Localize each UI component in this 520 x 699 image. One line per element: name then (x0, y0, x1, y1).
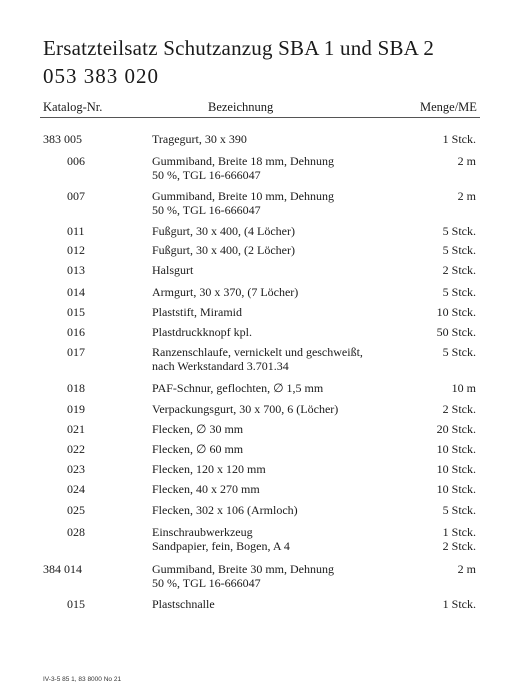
catalog-number: 023 (67, 462, 85, 476)
description-line: Flecken, 120 x 120 mm (152, 462, 266, 476)
catalog-number: 015 (67, 305, 85, 319)
item-quantity (437, 442, 476, 456)
item-quantity (437, 482, 476, 496)
quantity-line: 2 Stck. (442, 539, 476, 553)
description-line: 50 %, TGL 16-666047 (152, 203, 261, 217)
description-line: 50 %, TGL 16-666047 (152, 168, 261, 182)
item-quantity (443, 345, 476, 359)
print-note: IV-3-5 85 1, 83 8000 No 21 (43, 676, 122, 683)
catalog-number: 024 (67, 482, 85, 496)
catalog-number: 017 (67, 345, 85, 359)
item-description (152, 422, 417, 436)
item-quantity (443, 285, 476, 299)
item-quantity (458, 562, 476, 576)
quantity-line: 10 m (451, 381, 476, 395)
item-description (152, 285, 417, 299)
description-line: Armgurt, 30 x 370, (7 Löcher) (152, 285, 299, 299)
quantity-line: 5 Stck. (442, 503, 476, 517)
quantity-line: 2 m (457, 154, 476, 168)
quantity-line: 1 Stck. (442, 525, 476, 539)
item-description (152, 562, 417, 590)
description-line: Flecken, 40 x 270 mm (152, 482, 260, 496)
description-line: Verpackungsgurt, 30 x 700, 6 (Löcher) (152, 402, 339, 416)
quantity-line: 5 Stck. (442, 224, 476, 238)
item-description (152, 224, 417, 238)
item-description (152, 462, 417, 476)
quantity-line: 2 Stck. (442, 263, 476, 277)
item-description (152, 597, 417, 611)
catalog-number: 013 (67, 263, 85, 277)
catalog-number: 006 (67, 154, 85, 168)
item-quantity (437, 305, 476, 319)
description-line: Flecken, ∅ 60 mm (152, 442, 244, 456)
quantity-line: 5 Stck. (442, 285, 476, 299)
quantity-line: 20 Stck. (436, 422, 476, 436)
catalog-number: 015 (67, 597, 85, 611)
catalog-number: 012 (67, 243, 85, 257)
item-quantity (443, 597, 476, 611)
column-header-description: Bezeichnung (208, 100, 274, 114)
description-line: Gummiband, Breite 10 mm, Dehnung (152, 189, 334, 203)
document-number: 053 383 020 (43, 64, 159, 88)
quantity-line: 10 Stck. (436, 462, 476, 476)
item-quantity (437, 325, 476, 339)
quantity-line: 5 Stck. (442, 345, 476, 359)
item-quantity (443, 243, 476, 257)
item-description (152, 345, 417, 373)
item-description (152, 525, 417, 553)
description-line: Halsgurt (152, 263, 194, 277)
quantity-line: 1 Stck. (442, 132, 476, 146)
description-line: Fußgurt, 30 x 400, (2 Löcher) (152, 243, 295, 257)
description-line: Flecken, ∅ 30 mm (152, 422, 244, 436)
quantity-line: 1 Stck. (442, 597, 476, 611)
item-quantity (443, 132, 476, 146)
item-quantity (443, 503, 476, 517)
quantity-line: 10 Stck. (436, 482, 476, 496)
description-line: Ranzenschlaufe, vernickelt und geschweißt, (152, 345, 363, 359)
item-description (152, 189, 417, 217)
description-line: Fußgurt, 30 x 400, (4 Löcher) (152, 224, 295, 238)
quantity-line: 50 Stck. (436, 325, 476, 339)
quantity-line: 10 Stck. (436, 442, 476, 456)
catalog-number: 016 (67, 325, 85, 339)
catalog-number: 383 005 (43, 132, 82, 146)
item-description (152, 402, 417, 416)
item-quantity (443, 224, 476, 238)
description-line: nach Werkstandard 3.701.34 (152, 359, 289, 373)
item-quantity (437, 422, 476, 436)
catalog-number: 022 (67, 442, 85, 456)
document-title: Ersatzteilsatz Schutzanzug SBA 1 und SBA 2 (43, 36, 435, 60)
item-description (152, 305, 417, 319)
catalog-number: 019 (67, 402, 85, 416)
catalog-number: 011 (67, 224, 85, 238)
quantity-line: 2 m (457, 189, 476, 203)
item-description (152, 381, 417, 395)
header-divider (40, 117, 480, 118)
item-quantity (458, 154, 476, 168)
item-quantity (458, 189, 476, 203)
description-line: PAF-Schnur, geflochten, ∅ 1,5 mm (152, 381, 324, 395)
description-line: 50 %, TGL 16-666047 (152, 576, 261, 590)
item-quantity (452, 381, 476, 395)
catalog-number: 384 014 (43, 562, 82, 576)
description-line: Tragegurt, 30 x 390 (152, 132, 247, 146)
item-description (152, 482, 417, 496)
item-quantity (443, 402, 476, 416)
item-description (152, 154, 417, 182)
item-quantity (443, 525, 476, 553)
item-description (152, 263, 417, 277)
item-quantity (443, 263, 476, 277)
description-line: Sandpapier, fein, Bogen, A 4 (152, 539, 290, 553)
description-line: Einschraubwerkzeug (152, 525, 253, 539)
quantity-line: 10 Stck. (436, 305, 476, 319)
item-quantity (437, 462, 476, 476)
item-description (152, 243, 417, 257)
description-line: Gummiband, Breite 30 mm, Dehnung (152, 562, 334, 576)
quantity-line: 2 Stck. (442, 402, 476, 416)
catalog-number: 014 (67, 285, 85, 299)
description-line: Flecken, 302 x 106 (Armloch) (152, 503, 298, 517)
item-description (152, 442, 417, 456)
catalog-number: 018 (67, 381, 85, 395)
column-header-quantity: Menge/ME (420, 100, 477, 114)
catalog-number: 007 (67, 189, 85, 203)
item-description (152, 325, 417, 339)
description-line: Plastdruckknopf kpl. (152, 325, 252, 339)
column-header-catalog: Katalog-Nr. (43, 100, 103, 114)
quantity-line: 5 Stck. (442, 243, 476, 257)
catalog-number: 021 (67, 422, 85, 436)
description-line: Plaststift, Miramid (152, 305, 242, 319)
catalog-number: 025 (67, 503, 85, 517)
catalog-number: 028 (67, 525, 85, 539)
description-line: Plastschnalle (152, 597, 215, 611)
item-description (152, 132, 417, 146)
description-line: Gummiband, Breite 18 mm, Dehnung (152, 154, 334, 168)
item-description (152, 503, 417, 517)
quantity-line: 2 m (457, 562, 476, 576)
